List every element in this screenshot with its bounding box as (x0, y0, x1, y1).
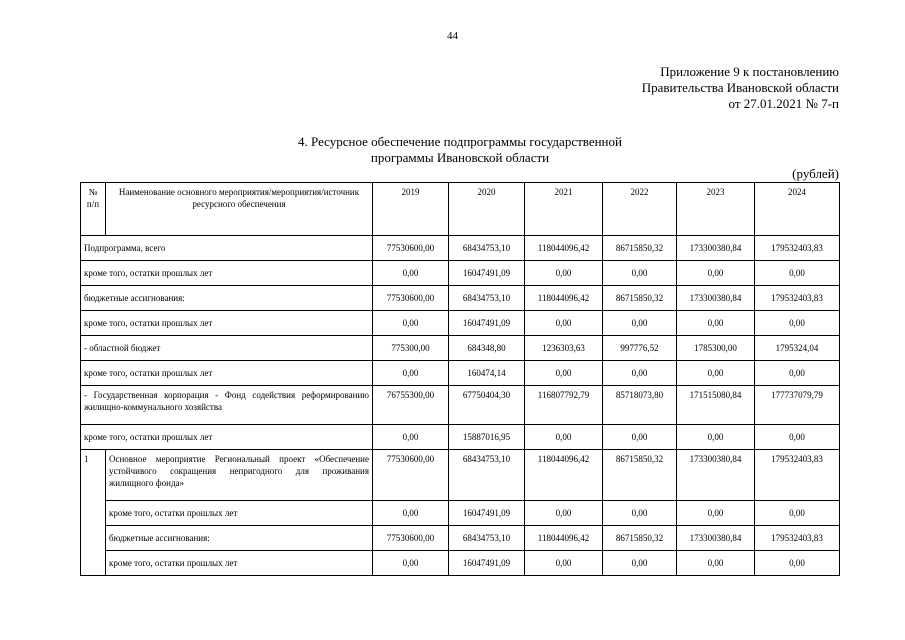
title-line: программы Ивановской области (370, 150, 550, 165)
row-value: 16047491,09 (449, 311, 525, 336)
row-value: 1785300,00 (677, 336, 755, 361)
row-value: 15887016,95 (449, 425, 525, 450)
section-title (180, 134, 740, 166)
row-value: 68434753,10 (449, 450, 525, 501)
table-row (81, 501, 840, 526)
row-value: 171515080,84 (677, 386, 755, 425)
table-row (81, 526, 840, 551)
appendix-reference (642, 64, 839, 112)
row-value: 0,00 (677, 551, 755, 576)
header-name: Наименование основного мероприятия/мероприятия/источник ресурсного обеспечения (106, 183, 373, 236)
row-value: 0,00 (603, 501, 677, 526)
row-value: 0,00 (525, 425, 603, 450)
row-name: Основное мероприятие Региональный проект «Обеспечение устойчивого сокращения непригодного для проживания жилищного фонда» (106, 450, 373, 501)
row-value: 118044096,42 (525, 526, 603, 551)
row-name: кроме того, остатки прошлых лет (81, 311, 373, 336)
resource-table (80, 182, 840, 576)
row-value: 0,00 (525, 261, 603, 286)
row-value: 997776,52 (603, 336, 677, 361)
header-year: 2023 (677, 183, 755, 236)
row-value: 0,00 (373, 551, 449, 576)
row-value: 0,00 (677, 361, 755, 386)
row-value: 177737079,79 (755, 386, 840, 425)
row-value: 77530600,00 (373, 526, 449, 551)
table-row (81, 551, 840, 576)
row-value: 0,00 (603, 551, 677, 576)
row-name: бюджетные ассигнования: (106, 526, 373, 551)
row-value: 775300,00 (373, 336, 449, 361)
row-value: 0,00 (373, 311, 449, 336)
table-row (81, 286, 840, 311)
row-value: 173300380,84 (677, 450, 755, 501)
row-value: 0,00 (373, 361, 449, 386)
row-value: 118044096,42 (525, 450, 603, 501)
row-value: 0,00 (603, 425, 677, 450)
row-value: 0,00 (603, 261, 677, 286)
row-value: 0,00 (755, 425, 840, 450)
row-value: 77530600,00 (373, 236, 449, 261)
row-value: 85718073,80 (603, 386, 677, 425)
row-value: 179532403,83 (755, 236, 840, 261)
row-name: бюджетные ассигнования: (81, 286, 373, 311)
row-name: - Государственная корпорация - Фонд содействия реформированию жилищно-коммунального хозяйства (81, 386, 373, 425)
header-year: 2019 (373, 183, 449, 236)
header-year: 2022 (603, 183, 677, 236)
row-value: 1795324,04 (755, 336, 840, 361)
title-line: 4. Ресурсное обеспечение подпрограммы государственной (298, 134, 622, 149)
row-value: 0,00 (373, 425, 449, 450)
row-name: кроме того, остатки прошлых лет (106, 551, 373, 576)
row-name: кроме того, остатки прошлых лет (81, 261, 373, 286)
table-row (81, 425, 840, 450)
row-value: 173300380,84 (677, 526, 755, 551)
row-name: кроме того, остатки прошлых лет (106, 501, 373, 526)
row-value: 118044096,42 (525, 286, 603, 311)
row-value: 0,00 (677, 425, 755, 450)
row-value: 0,00 (373, 501, 449, 526)
row-name: кроме того, остатки прошлых лет (81, 425, 373, 450)
row-value: 179532403,83 (755, 450, 840, 501)
row-value: 77530600,00 (373, 450, 449, 501)
table-row (81, 336, 840, 361)
row-value: 0,00 (603, 361, 677, 386)
table-row (81, 386, 840, 425)
row-value: 0,00 (755, 361, 840, 386)
page-number: 44 (447, 30, 458, 42)
row-name: кроме того, остатки прошлых лет (81, 361, 373, 386)
row-value: 0,00 (755, 501, 840, 526)
row-value: 684348,80 (449, 336, 525, 361)
row-value: 86715850,32 (603, 450, 677, 501)
table-header-row (81, 183, 840, 236)
row-value: 68434753,10 (449, 526, 525, 551)
row-value: 1236303,63 (525, 336, 603, 361)
row-name: Подпрограмма, всего (81, 236, 373, 261)
row-value: 16047491,09 (449, 551, 525, 576)
row-value: 179532403,83 (755, 286, 840, 311)
row-value: 116807792,79 (525, 386, 603, 425)
row-value: 173300380,84 (677, 286, 755, 311)
table-row (81, 450, 840, 501)
row-value: 0,00 (677, 261, 755, 286)
row-value: 86715850,32 (603, 526, 677, 551)
row-value: 86715850,32 (603, 286, 677, 311)
row-value: 0,00 (525, 311, 603, 336)
row-value: 118044096,42 (525, 236, 603, 261)
row-value: 173300380,84 (677, 236, 755, 261)
row-value: 0,00 (755, 551, 840, 576)
row-value: 68434753,10 (449, 286, 525, 311)
header-year: 2020 (449, 183, 525, 236)
units-label: (рублей) (792, 166, 839, 181)
row-value: 0,00 (525, 551, 603, 576)
row-value: 160474,14 (449, 361, 525, 386)
header-num: № п/п (81, 183, 106, 236)
row-value: 0,00 (373, 261, 449, 286)
row-value: 179532403,83 (755, 526, 840, 551)
row-value: 0,00 (525, 361, 603, 386)
row-value: 16047491,09 (449, 261, 525, 286)
table-row (81, 236, 840, 261)
row-value: 0,00 (603, 311, 677, 336)
header-year: 2021 (525, 183, 603, 236)
appendix-line: от 27.01.2021 № 7-п (728, 96, 839, 111)
row-value: 0,00 (525, 501, 603, 526)
table-row (81, 361, 840, 386)
row-name: - областной бюджет (81, 336, 373, 361)
row-value: 68434753,10 (449, 236, 525, 261)
row-value: 86715850,32 (603, 236, 677, 261)
row-value: 16047491,09 (449, 501, 525, 526)
row-value: 77530600,00 (373, 286, 449, 311)
appendix-line: Правительства Ивановской области (641, 80, 839, 95)
row-value: 67750404,30 (449, 386, 525, 425)
row-value: 76755300,00 (373, 386, 449, 425)
appendix-line: Приложение 9 к постановлению (660, 64, 839, 79)
header-year: 2024 (755, 183, 840, 236)
row-number: 1 (81, 450, 106, 576)
row-value: 0,00 (755, 311, 840, 336)
row-value: 0,00 (677, 501, 755, 526)
table-row (81, 311, 840, 336)
row-value: 0,00 (755, 261, 840, 286)
table-row (81, 261, 840, 286)
row-value: 0,00 (677, 311, 755, 336)
